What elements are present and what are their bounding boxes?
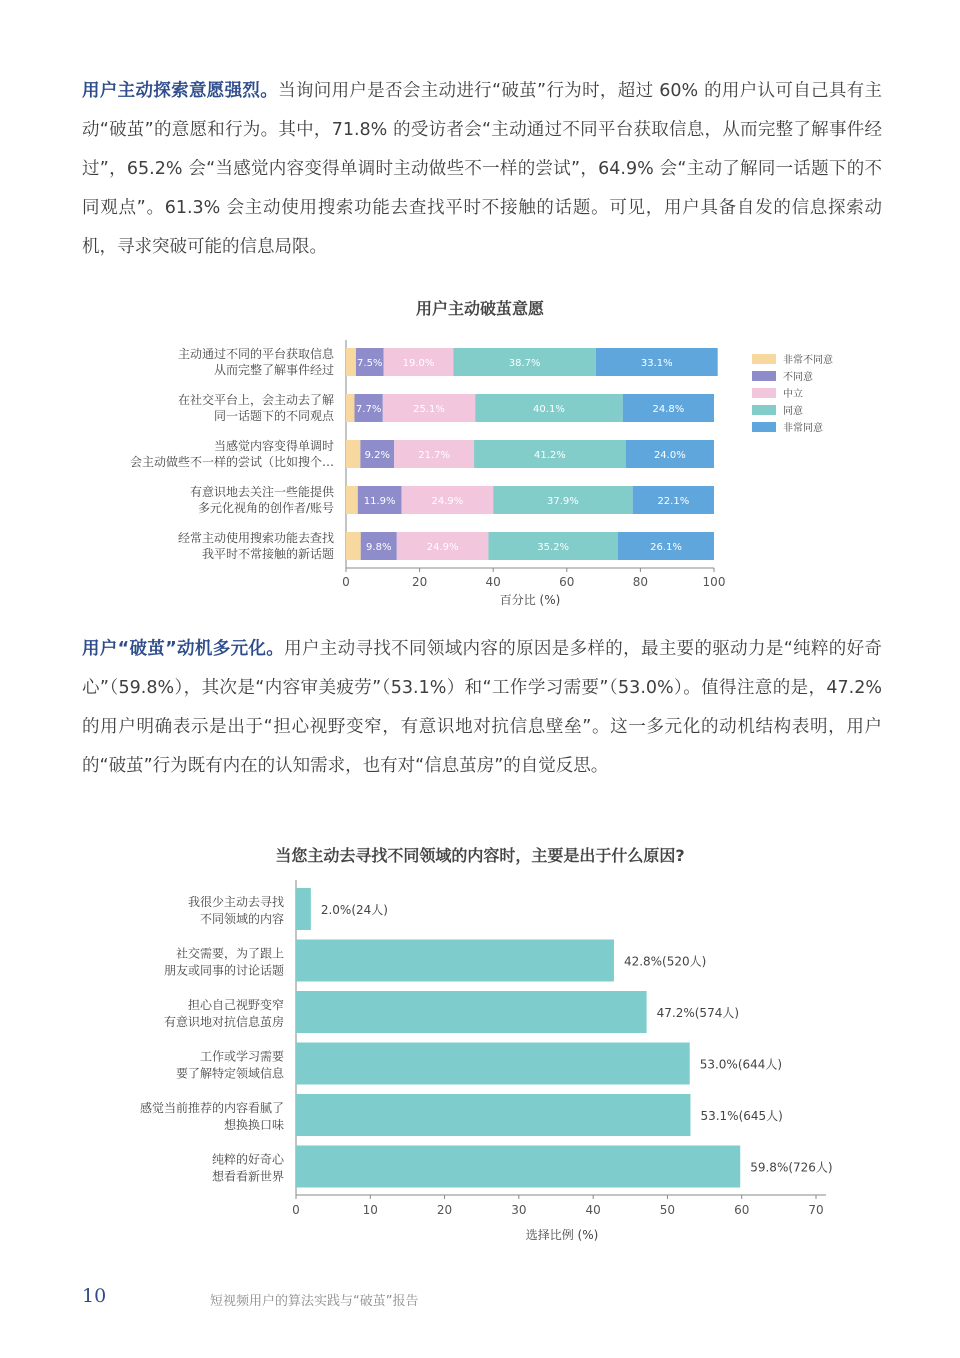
chart1-x-tick-label: 60 [559, 575, 575, 589]
chart1-legend-swatch [752, 388, 776, 398]
chart2-category-label: 不同领域的内容 [199, 912, 284, 926]
chart2-x-tick-label: 50 [659, 1203, 676, 1217]
paragraph-motivation [82, 630, 882, 786]
chart1-data-label: 24.9% [426, 542, 459, 553]
chart2-bar [296, 888, 311, 930]
chart1-data-label: 41.2% [533, 450, 566, 461]
chart1-x-tick-label: 100 [702, 575, 726, 589]
chart1-legend-label: 非常不同意 [783, 355, 833, 366]
chart1-data-label: 40.1% [533, 404, 565, 415]
chart2-x-tick-label: 30 [511, 1203, 527, 1217]
chart2-category-label: 要了解特定领域信息 [175, 1066, 284, 1081]
chart1-data-label: 35.2% [537, 542, 570, 553]
chart1-data-label: 21.7% [418, 450, 451, 461]
chart1-bar-segment [346, 440, 360, 468]
chart1-data-label: 24.0% [653, 450, 686, 461]
chart2-x-axis-label: 选择比例 (%) [525, 1228, 599, 1242]
chart1-x-tick-label: 20 [411, 575, 428, 589]
chart1-legend-swatch [752, 405, 776, 415]
chart1-legend-swatch [752, 371, 776, 381]
chart1-legend-label: 不同意 [783, 372, 813, 383]
chart2-data-label: 53.0%(644人) [699, 1057, 783, 1072]
chart2-category-label: 想换换口味 [223, 1118, 284, 1132]
chart2-category-label: 朋友或同事的讨论话题 [163, 963, 284, 978]
chart1-category-label: 当感觉内容变得单调时 [213, 439, 334, 453]
chart2-category-label: 感觉当前推荐的内容看腻了 [139, 1101, 284, 1115]
chart1-legend-swatch [752, 422, 776, 432]
chart1-data-label: 11.9% [363, 496, 396, 507]
chart1-legend-label: 同意 [783, 406, 803, 417]
chart1-data-label: 9.8% [366, 542, 392, 553]
paragraph-intent-lead: 用户主动探索意愿强烈。 [82, 81, 279, 101]
chart1-data-label: 7.7% [355, 404, 382, 415]
chart1-bar-segment [346, 394, 354, 422]
paragraph-motivation-lead: 用户“破茧”动机多元化。 [82, 639, 285, 659]
chart1-bar-segment [346, 486, 358, 514]
chart1-x-tick-label: 40 [485, 575, 501, 589]
chart2-x-tick-label: 70 [808, 1203, 824, 1217]
chart1-x-tick-label: 0 [342, 575, 350, 589]
chart1-data-label: 26.1% [650, 542, 682, 553]
chart2-category-label: 社交需要，为了跟上 [175, 946, 284, 961]
chart2-bar [296, 1043, 690, 1085]
chart2-category-label: 想看看新世界 [211, 1169, 284, 1184]
chart2-category-label: 工作或学习需要 [199, 1049, 284, 1064]
chart1-stacked-bar [0, 330, 960, 620]
chart2-bar [296, 1094, 690, 1136]
chart1-legend-swatch [752, 354, 776, 364]
chart2-bar [0, 870, 960, 1250]
chart1-category-label: 在社交平台上，会主动去了解 [177, 393, 334, 407]
chart2-title: 当您主动去寻找不同领域的内容时，主要是出于什么原因? [275, 846, 685, 865]
paragraph-motivation-body: 用户主动寻找不同领域内容的原因是多样的，最主要的驱动力是“纯粹的好奇心”（59.8%），其次是“内容审美疲劳”（53.1%）和“工作学习需要”（53.0%）。值得注意的是，47.2% 的用户明确表示是出于“担心视野变窄，有意识地对抗信息壁垒”。这一多元化的动机结构表明，用户的“破茧”行为既有内在的认知需求，也有对“信息茧房”的自觉反思。 [82, 639, 882, 776]
chart1-category-label: 有意识地去关注一些能提供 [189, 485, 334, 499]
chart1-category-label: 我平时不常接触的新话题 [201, 547, 334, 561]
chart2-bar [296, 1146, 740, 1188]
chart1-x-tick-label: 80 [632, 575, 649, 589]
chart1-data-label: 37.9% [547, 496, 579, 507]
chart1-category-label: 经常主动使用搜索功能去查找 [177, 531, 334, 545]
chart1-category-label: 会主动做些不一样的尝试（比如搜个… [129, 455, 334, 469]
chart1-data-label: 38.7% [508, 358, 541, 369]
paragraph-intent-body: 当询问用户是否会主动进行“破茧”行为时，超过 60% 的用户认可自己具有主动“破茧”的意愿和行为。其中，71.8% 的受访者会“主动通过不同平台获取信息，从而完整了解事件经过”，65.2% 会“当感觉内容变得单调时主动做些不一样的尝试”，64.9% 会“主动了解同一话题下的不同观点”。61.3% 会主动使用搜索功能去查找平时不接触的话题。可见，用户具备自发的信息探索动机，寻求突破可能的信息局限。 [82, 81, 883, 257]
chart1-x-axis-label: 百分比 (%) [499, 593, 561, 607]
chart1-data-label: 7.5% [357, 358, 383, 369]
chart2-data-label: 53.1%(645人) [700, 1109, 783, 1123]
chart1-data-label: 19.0% [402, 358, 435, 369]
chart1-category-label: 主动通过不同的平台获取信息 [177, 347, 334, 361]
chart2-data-label: 59.8%(726人) [750, 1160, 833, 1175]
chart1-data-label: 24.8% [652, 404, 685, 415]
chart1-data-label: 9.2% [364, 450, 390, 461]
chart1-bar-segment [346, 348, 356, 376]
chart1-bar-segment [346, 532, 361, 560]
chart1-legend-label: 非常同意 [783, 423, 823, 434]
chart1-data-label: 22.1% [657, 496, 690, 507]
footer-report-title: 短视频用户的算法实践与“破茧”报告 [210, 1294, 419, 1309]
chart1-category-label: 同一话题下的不同观点 [213, 409, 334, 423]
chart2-x-tick-label: 20 [436, 1203, 453, 1217]
chart2-category-label: 担心自己视野变窄 [187, 998, 284, 1012]
chart1-legend-label: 中立 [783, 389, 803, 400]
chart1-category-label: 从而完整了解事件经过 [213, 363, 334, 377]
chart2-data-label: 47.2%(574人) [656, 1006, 740, 1020]
chart1-title: 用户主动破茧意愿 [415, 299, 544, 318]
chart1-category-label: 多元化视角的创作者/账号 [197, 501, 334, 515]
chart2-category-label: 纯粹的好奇心 [211, 1152, 284, 1167]
chart1-data-label: 33.1% [640, 358, 673, 369]
chart2-x-tick-label: 60 [734, 1203, 750, 1217]
chart1-data-label: 25.1% [413, 404, 445, 415]
chart2-data-label: 2.0%(24人) [320, 903, 388, 917]
chart2-x-tick-label: 10 [362, 1203, 378, 1217]
paragraph-intent [82, 72, 882, 267]
chart2-bar [296, 940, 614, 982]
chart2-category-label: 有意识地对抗信息茧房 [163, 1015, 284, 1029]
chart2-x-tick-label: 40 [585, 1203, 601, 1217]
chart2-x-tick-label: 0 [292, 1203, 300, 1217]
chart2-category-label: 我很少主动去寻找 [187, 895, 284, 909]
chart2-bar [296, 991, 647, 1033]
page-number: 10 [82, 1285, 107, 1307]
chart2-data-label: 42.8%(520人) [623, 954, 707, 969]
chart1-data-label: 24.9% [431, 496, 464, 507]
